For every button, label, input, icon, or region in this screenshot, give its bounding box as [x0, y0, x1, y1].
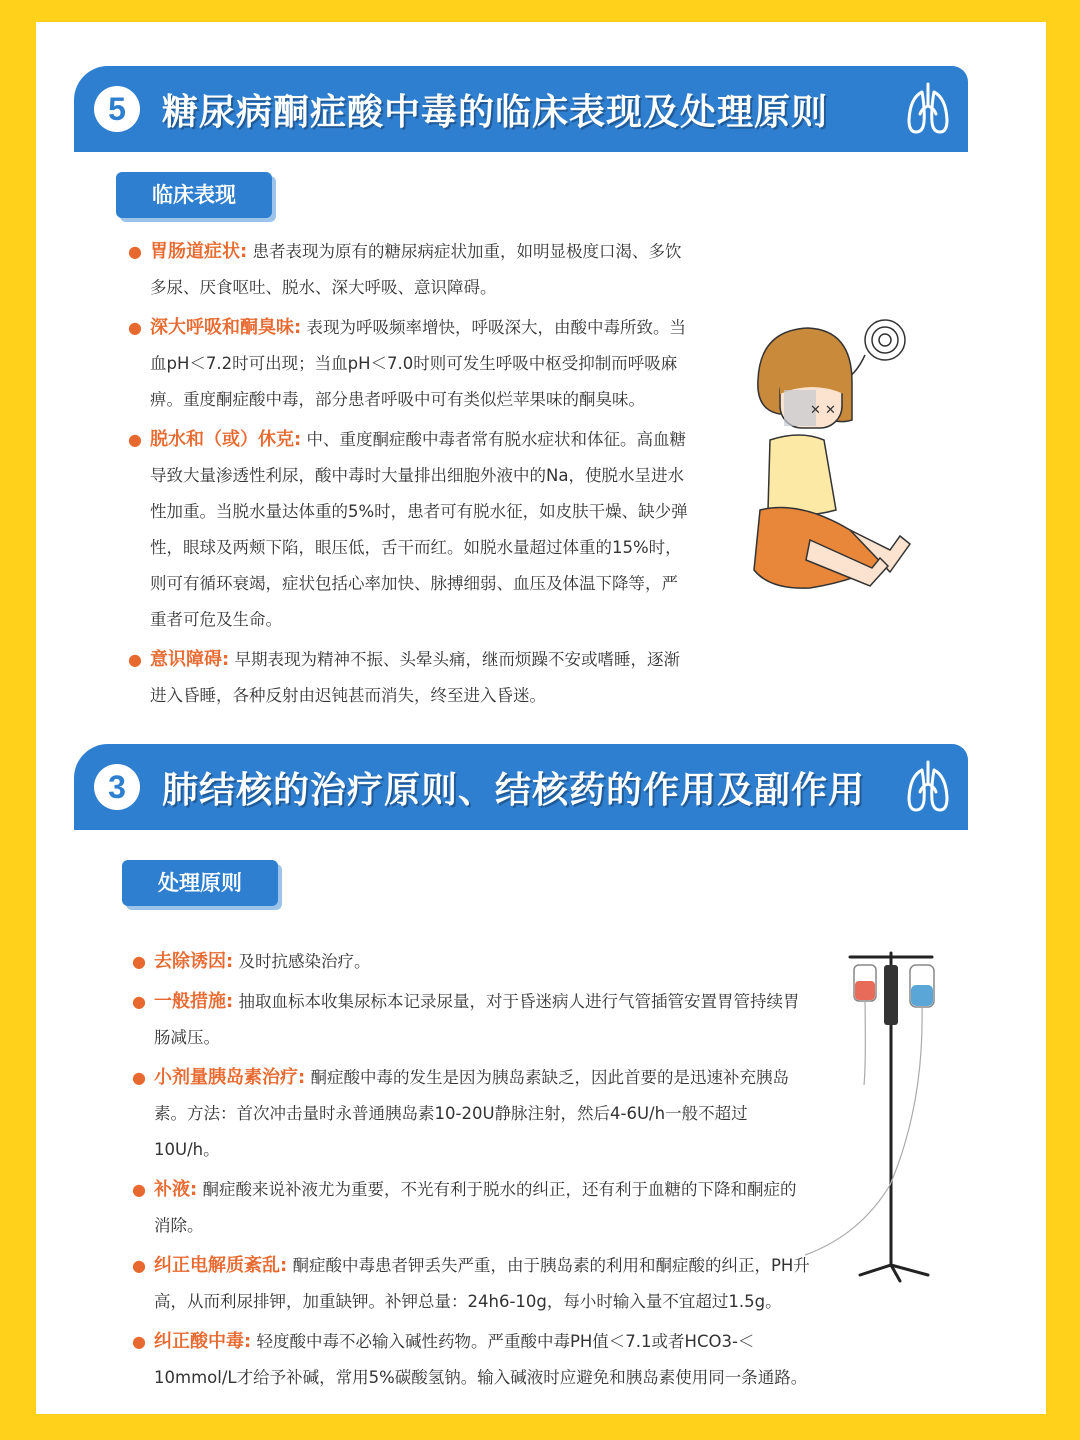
dizzy-girl-illustration [740, 310, 920, 610]
list-item: ● 一般措施: 抽取血标本收集尿标本记录尿量，对于昏迷病人进行气管插管安置胃管持续胃肠减压。 [132, 984, 812, 1056]
list-item: ● 脱水和（或）休克: 中、重度酮症酸中毒者常有脱水症状和体征。高血糖导致大量渗透性利尿，酸中毒时大量排出细胞外液中的Na，使脱水呈进水性加重。当脱水量达体重的5%时，患者可有脱水征，如皮肤干燥、缺少弹性，眼球及两颊下陷，眼压低，舌干而红。如脱水量超过体重的15%时，则可有循环衰竭，症状包括心率加快、脉搏细弱、血压及体温下降等，严重者可危及生命。 [128, 422, 688, 638]
section3-number: 3 [94, 764, 140, 810]
section3-subheading: 处理原则 [122, 860, 278, 906]
section3-title: 肺结核的治疗原则、结核药的作用及副作用 [162, 770, 866, 811]
bullet-dot-icon: ● [128, 242, 142, 261]
section3-banner [74, 744, 968, 830]
list-item: ● 深大呼吸和酮臭味: 表现为呼吸频率增快，呼吸深大，由酸中毒所致。当血pH＜7.2时可出现；当血pH＜7.0时则可发生呼吸中枢受抑制而呼吸麻痹。重度酮症酸中毒，部分患者呼吸中可有类似烂苹果味的酮臭味。 [128, 310, 688, 418]
list-item: ● 纠正电解质紊乱: 酮症酸中毒患者钾丢失严重，由于胰岛素的利用和酮症酸的纠正，PH升高，从而利尿排钾，加重缺钾。补钾总量：24h6-10g，每小时输入量不宜超过1.5g。 [132, 1248, 812, 1320]
list-item: ● 意识障碍: 早期表现为精神不振、头晕头痛，继而烦躁不安或嗜睡，逐渐进入昏睡，各种反射由迟钝甚而消失，终至进入昏迷。 [128, 642, 688, 714]
list-item: ● 补液: 酮症酸来说补液尤为重要，不光有利于脱水的纠正，还有利于血糖的下降和酮症的消除。 [132, 1172, 812, 1244]
lungs-icon [906, 80, 950, 138]
iv-drip-stand-illustration [800, 945, 950, 1285]
list-item: ● 去除诱因: 及时抗感染治疗。 [132, 944, 812, 980]
section5-banner [74, 66, 968, 152]
bullet-dot-icon: ● [128, 650, 142, 669]
section5-number: 5 [94, 86, 140, 132]
bullet-dot-icon: ● [132, 1068, 146, 1087]
section5-title: 糖尿病酮症酸中毒的临床表现及处理原则 [162, 92, 829, 133]
section5-subheading: 临床表现 [116, 172, 272, 218]
list-item: ● 小剂量胰岛素治疗: 酮症酸中毒的发生是因为胰岛素缺乏，因此首要的是迅速补充胰岛素。方法：首次冲击量时永普通胰岛素10-20U静脉注射，然后4-6U/h一般不超过10U/h。 [132, 1060, 812, 1168]
bullet-dot-icon: ● [132, 952, 146, 971]
list-item: ● 纠正酸中毒: 轻度酸中毒不必输入碱性药物。严重酸中毒PH值＜7.1或者HCO3-＜10mmol/L才给予补碱，常用5%碳酸氢钠。输入碱液时应避免和胰岛素使用同一条通路。 [132, 1324, 812, 1396]
list-item: ● 胃肠道症状: 患者表现为原有的糖尿病症状加重，如明显极度口渴、多饮多尿、厌食呕吐、脱水、深大呼吸、意识障碍。 [128, 234, 688, 306]
bullet-dot-icon: ● [132, 1180, 146, 1199]
lungs-icon [906, 758, 950, 816]
bullet-dot-icon: ● [132, 1256, 146, 1275]
bullet-dot-icon: ● [132, 1332, 146, 1351]
bullet-dot-icon: ● [128, 318, 142, 337]
section5-list [128, 234, 688, 718]
bullet-dot-icon: ● [132, 992, 146, 1011]
svg-text:✕ ✕: ✕ ✕ [810, 403, 836, 418]
section3-list [132, 944, 812, 1400]
bullet-dot-icon: ● [128, 430, 142, 449]
